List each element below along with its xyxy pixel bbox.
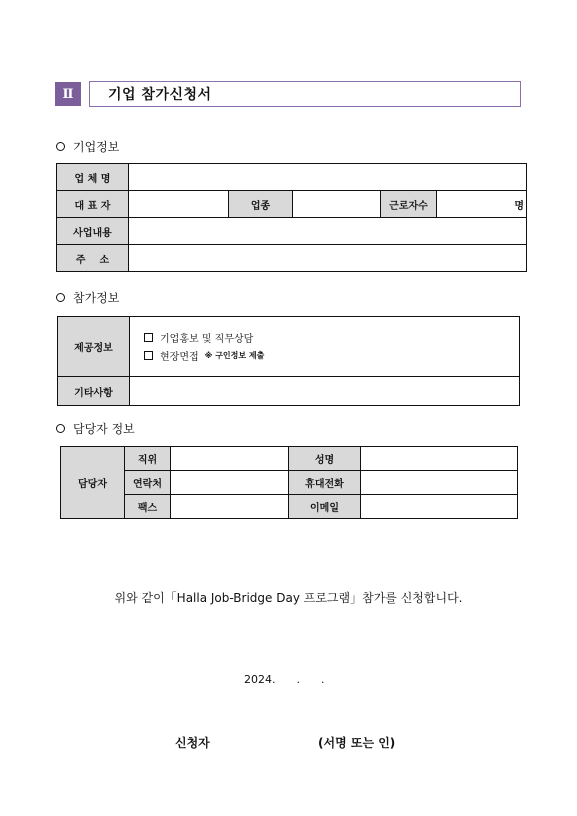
name-label: 성명 bbox=[289, 447, 361, 471]
other-label: 기타사항 bbox=[58, 377, 130, 406]
page-title: 기업 참가신청서 bbox=[108, 87, 212, 103]
email-label: 이메일 bbox=[289, 495, 361, 519]
company-name-field[interactable] bbox=[129, 164, 527, 191]
participation-section-title: 참가정보 bbox=[73, 291, 120, 305]
circle-bullet-icon bbox=[56, 424, 65, 433]
industry-field[interactable] bbox=[293, 191, 381, 218]
participation-section-heading bbox=[56, 289, 119, 306]
other-field[interactable] bbox=[130, 377, 520, 406]
signature-hint: (서명 또는 인) bbox=[318, 736, 396, 750]
circle-bullet-icon bbox=[56, 293, 65, 302]
employees-unit: 명 bbox=[514, 200, 525, 212]
section-number-badge: Ⅱ bbox=[55, 82, 81, 106]
employees-field[interactable] bbox=[437, 191, 527, 218]
address-label: 주 소 bbox=[57, 245, 129, 272]
name-field[interactable] bbox=[361, 447, 518, 471]
date-line: 2024. . . bbox=[244, 673, 325, 686]
company-section-heading bbox=[56, 138, 119, 155]
mobile-label: 휴대전화 bbox=[289, 471, 361, 495]
option-onsite-interview[interactable] bbox=[144, 347, 519, 365]
position-field[interactable] bbox=[171, 447, 289, 471]
contact-info-table bbox=[60, 446, 518, 519]
option-company-pr[interactable] bbox=[144, 329, 519, 347]
phone-label: 연락처 bbox=[125, 471, 171, 495]
representative-field[interactable] bbox=[129, 191, 229, 218]
position-label: 직위 bbox=[125, 447, 171, 471]
address-field[interactable] bbox=[129, 245, 527, 272]
company-info-table bbox=[56, 163, 527, 272]
company-name-label: 업 체 명 bbox=[57, 164, 129, 191]
option-note: ※ 구인정보 제출 bbox=[204, 351, 265, 360]
phone-field[interactable] bbox=[171, 471, 289, 495]
applicant-label: 신청자 bbox=[175, 736, 210, 750]
business-label: 사업내용 bbox=[57, 218, 129, 245]
fax-field[interactable] bbox=[171, 495, 289, 519]
contact-section-title: 담당자 정보 bbox=[73, 422, 135, 436]
participation-info-table bbox=[57, 316, 520, 406]
circle-bullet-icon bbox=[56, 142, 65, 151]
mobile-field[interactable] bbox=[361, 471, 518, 495]
business-field[interactable] bbox=[129, 218, 527, 245]
title-bar bbox=[89, 81, 521, 107]
industry-label: 업종 bbox=[229, 191, 293, 218]
checkbox-icon[interactable] bbox=[144, 333, 153, 342]
option-label: 현장면접 bbox=[160, 352, 199, 363]
contact-label: 담당자 bbox=[61, 447, 125, 519]
employees-label: 근로자수 bbox=[381, 191, 437, 218]
option-label: 기업홍보 및 직무상담 bbox=[160, 334, 254, 345]
offer-options bbox=[130, 317, 520, 377]
declaration-text: 위와 같이「Halla Job-Bridge Day 프로그램」참가를 신청합니다. bbox=[114, 591, 463, 605]
contact-section-heading bbox=[56, 420, 135, 437]
checkbox-icon[interactable] bbox=[144, 351, 153, 360]
company-section-title: 기업정보 bbox=[73, 140, 120, 154]
representative-label: 대 표 자 bbox=[57, 191, 129, 218]
fax-label: 팩스 bbox=[125, 495, 171, 519]
email-field[interactable] bbox=[361, 495, 518, 519]
offer-label: 제공정보 bbox=[58, 317, 130, 377]
